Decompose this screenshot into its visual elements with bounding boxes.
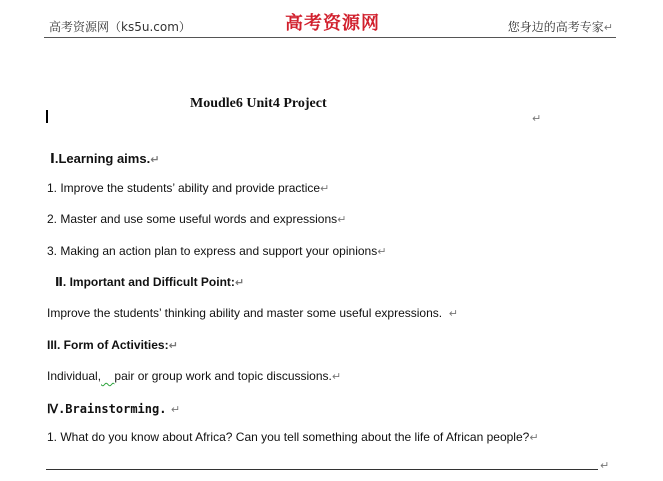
paragraph-mark-icon: ↵ [337,214,347,226]
paragraph-mark-icon: ↵ [377,246,387,258]
paragraph-mark-icon: ↵ [603,21,613,34]
list-item-text: 2. Master and use some useful words and expressions [47,212,338,226]
paragraph-mark-icon: ↵ [234,277,245,289]
section-learning-aims[interactable] [50,151,159,167]
section-heading-text: Ⅰ.Learning aims. [50,151,151,166]
question-text: 1. What do you know about Africa? Can you tell something about the life of African people? [47,430,530,444]
list-item-text: 3. Making an action plan to express and support your opinions [47,244,378,258]
paragraph-mark-icon: ↵ [170,404,181,416]
spelling-flag[interactable] [101,369,114,383]
paragraph-mark-icon: ↵ [150,154,160,166]
paragraph-mark-icon: ↵ [600,460,610,472]
section-form-of-activities[interactable] [47,338,178,352]
section-text[interactable] [47,306,458,320]
header-divider [44,37,616,38]
header-tagline [508,18,613,35]
section-important-points[interactable] [55,275,244,289]
paragraph-mark-icon: ↵ [532,113,542,125]
list-item[interactable] [47,244,386,258]
section-heading-text: Ⅳ.Brainstorming. [47,402,167,416]
question-item[interactable] [47,430,539,444]
list-item-text: 1. Improve the students’ ability and provide practice [47,181,321,195]
activity-text-c: or group work and topic discussions. [134,369,332,383]
header-source-text: 高考资源网（ks5u.com） [49,20,191,34]
paragraph-mark-icon: ↵ [168,340,178,352]
header-logo: 高考资源网 [285,13,380,34]
document-title: Moudle6 Unit4 Project [190,96,327,111]
list-item[interactable] [47,212,346,226]
section-text[interactable] [47,369,341,383]
section-brainstorming[interactable] [47,400,180,418]
paragraph-mark-icon: ↵ [320,183,330,195]
header-tagline-text: 您身边的高考专家 [507,20,604,34]
text-cursor [46,110,48,123]
activity-text-b: pair [114,369,135,383]
section-heading-text: III. Form of Activities: [47,338,169,352]
activity-text-a: Individual, [47,369,102,383]
section-body-text: Improve the students’ thinking ability and master some useful expressions. [47,306,443,320]
paragraph-mark-icon: ↵ [331,371,342,383]
answer-line[interactable] [46,469,598,470]
list-item[interactable] [47,181,329,195]
paragraph-mark-icon: ↵ [448,308,458,320]
paragraph-mark-icon: ↵ [529,432,539,444]
section-heading-text: Ⅱ. Important and Difficult Point: [55,275,235,289]
